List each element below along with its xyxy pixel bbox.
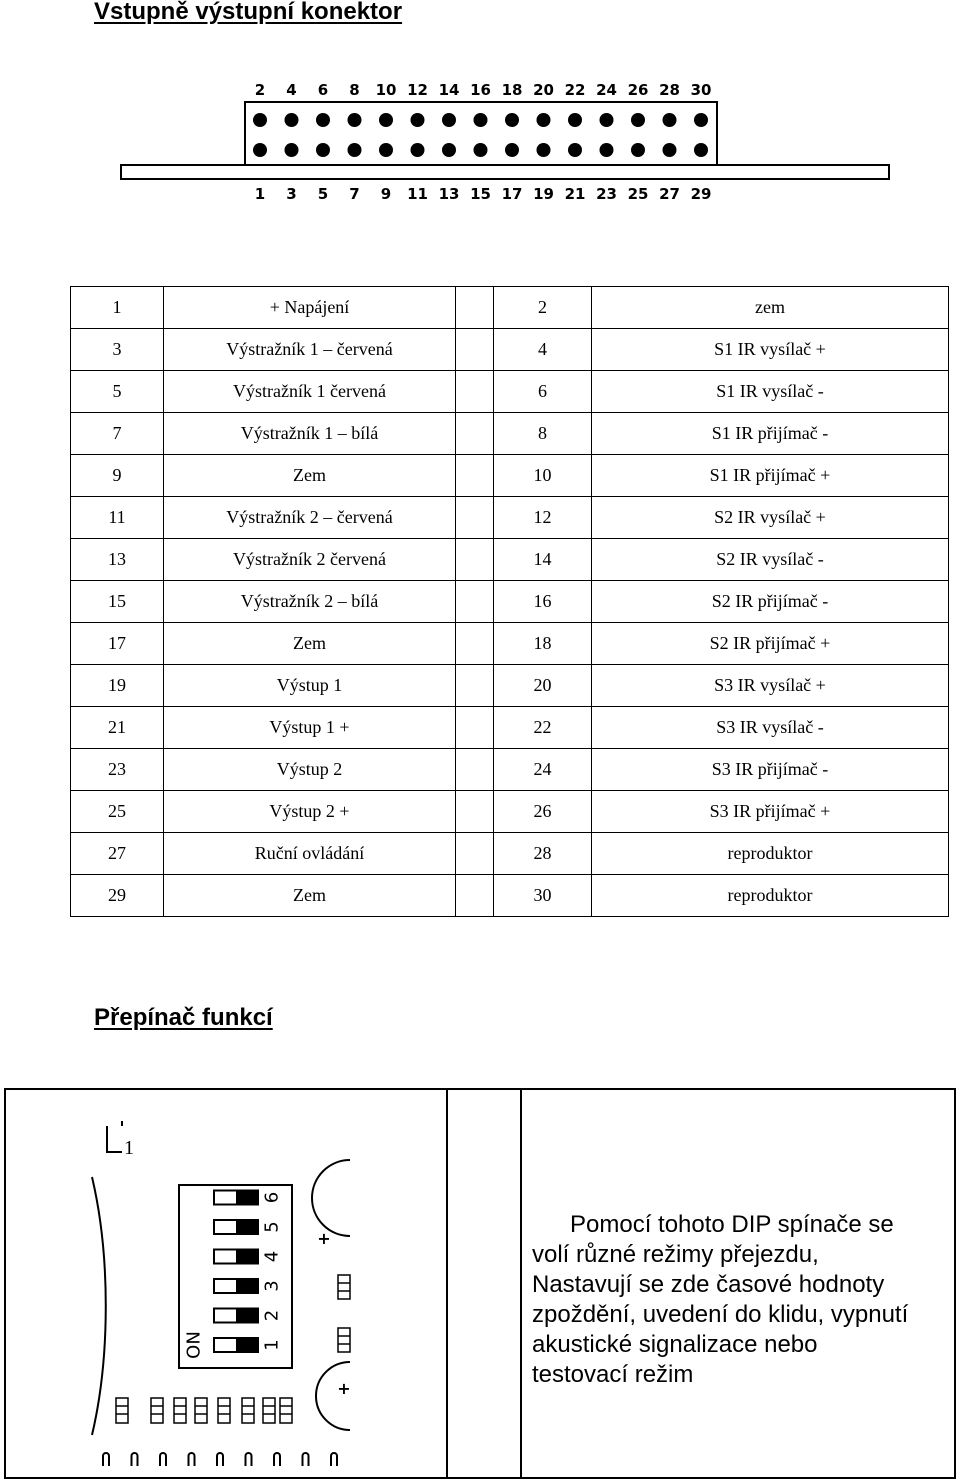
pin-dot bbox=[474, 113, 488, 127]
component-mark bbox=[280, 1398, 292, 1423]
switch-number: 6 bbox=[261, 1191, 283, 1204]
pin-number-cell: 22 bbox=[494, 707, 592, 749]
pin-number-cell: 23 bbox=[71, 749, 164, 791]
pin-label-bottom: 19 bbox=[533, 185, 554, 203]
connector-diagram bbox=[0, 60, 960, 210]
pin-mark bbox=[160, 1453, 166, 1466]
pin-number-cell: 12 bbox=[494, 497, 592, 539]
pin-number-cell: 25 bbox=[71, 791, 164, 833]
component-mark bbox=[116, 1398, 128, 1423]
pin-label-bottom: 1 bbox=[254, 185, 266, 203]
pin-number-cell: 19 bbox=[71, 665, 164, 707]
spacer-cell bbox=[456, 581, 494, 623]
table-row bbox=[71, 371, 949, 413]
table-row bbox=[71, 329, 949, 371]
pin-function-cell: S1 IR přijímač + bbox=[592, 455, 949, 497]
table-row bbox=[71, 287, 949, 329]
pin-number-cell: 20 bbox=[494, 665, 592, 707]
pin-label-bottom: 17 bbox=[501, 185, 523, 203]
pin-dot bbox=[568, 143, 582, 157]
plus-sign: + bbox=[337, 1379, 351, 1398]
pin-table bbox=[70, 286, 949, 917]
description-line: zpoždění, uvedení do klidu, vypnutí bbox=[532, 1301, 909, 1328]
pin-dot bbox=[411, 113, 425, 127]
pin-mark bbox=[246, 1453, 252, 1466]
pin-function-cell: S3 IR přijímač - bbox=[592, 749, 949, 791]
divider bbox=[520, 1090, 522, 1477]
spacer-cell bbox=[456, 497, 494, 539]
pin-dot bbox=[253, 143, 267, 157]
pin-label-top: 20 bbox=[533, 81, 554, 99]
pin-number-cell: 18 bbox=[494, 623, 592, 665]
pin-function-cell: S3 IR vysílač - bbox=[592, 707, 949, 749]
pin-label-top: 8 bbox=[349, 81, 360, 99]
pin-function-cell: Ruční ovládání bbox=[164, 833, 456, 875]
pin-number-cell: 13 bbox=[71, 539, 164, 581]
pin-mark bbox=[274, 1453, 280, 1466]
table-row bbox=[71, 749, 949, 791]
pin-dot bbox=[316, 143, 330, 157]
description-line: volí různé režimy přejezdu, bbox=[532, 1241, 819, 1268]
description-line: akustické signalizace nebo bbox=[532, 1331, 818, 1358]
pin-dot bbox=[348, 113, 362, 127]
pin-number-cell: 28 bbox=[494, 833, 592, 875]
pin-number-cell: 17 bbox=[71, 623, 164, 665]
component-mark bbox=[338, 1275, 350, 1299]
pin-number-cell: 4 bbox=[494, 329, 592, 371]
on-label: ON bbox=[183, 1331, 205, 1359]
pin-label-bottom: 15 bbox=[470, 185, 491, 203]
pin-number-cell: 30 bbox=[494, 875, 592, 917]
switch-toggle bbox=[236, 1191, 258, 1205]
pin-number-cell: 27 bbox=[71, 833, 164, 875]
table-row bbox=[71, 455, 949, 497]
pin-dot bbox=[348, 143, 362, 157]
corner-marker bbox=[107, 1126, 122, 1152]
pin-number-cell: 8 bbox=[494, 413, 592, 455]
switch-toggle bbox=[236, 1250, 258, 1264]
divider bbox=[446, 1090, 448, 1477]
pin-number-cell: 11 bbox=[71, 497, 164, 539]
pin-dot bbox=[285, 143, 299, 157]
pin-dot bbox=[316, 113, 330, 127]
pin-function-cell: S2 IR přijímač - bbox=[592, 581, 949, 623]
pin-label-bottom: 13 bbox=[438, 185, 460, 203]
pin-mark bbox=[331, 1453, 337, 1466]
table-row bbox=[71, 665, 949, 707]
pin-mark bbox=[103, 1453, 109, 1466]
pin-number-cell: 21 bbox=[71, 707, 164, 749]
switch-toggle bbox=[236, 1279, 258, 1293]
pin-label-bottom: 21 bbox=[564, 185, 586, 203]
table-row bbox=[71, 539, 949, 581]
pin-label-top: 22 bbox=[564, 81, 586, 99]
pin-label-top: 12 bbox=[407, 81, 428, 99]
pin-dot bbox=[694, 113, 708, 127]
switch-toggle bbox=[236, 1220, 258, 1234]
component-mark bbox=[263, 1398, 275, 1423]
pin-label-bottom: 29 bbox=[690, 185, 712, 203]
pin-mark bbox=[303, 1453, 309, 1466]
pin-function-cell: Výstražník 2 – bílá bbox=[164, 581, 456, 623]
pin-dot bbox=[442, 113, 456, 127]
pin-function-cell: Výstražník 2 – červená bbox=[164, 497, 456, 539]
pin-label-bottom: 9 bbox=[380, 185, 392, 203]
pin-number-cell: 1 bbox=[71, 287, 164, 329]
pin-function-cell: Výstražník 1 – bílá bbox=[164, 413, 456, 455]
spacer-cell bbox=[456, 539, 494, 581]
description-line: Nastavují se zde časové hodnoty bbox=[532, 1271, 885, 1298]
table-row bbox=[71, 413, 949, 455]
pin-label-top: 28 bbox=[659, 81, 680, 99]
connector-base bbox=[121, 165, 889, 179]
table-row bbox=[71, 497, 949, 539]
pin-dot bbox=[600, 113, 614, 127]
plus-sign: + bbox=[317, 1229, 331, 1248]
spacer-cell bbox=[456, 371, 494, 413]
pin-function-cell: S2 IR přijímač + bbox=[592, 623, 949, 665]
pin-function-cell: Výstup 1 bbox=[164, 665, 456, 707]
component-mark bbox=[338, 1328, 350, 1352]
pin-function-cell: reproduktor bbox=[592, 875, 949, 917]
pin-number-cell: 26 bbox=[494, 791, 592, 833]
pin-label-top: 2 bbox=[254, 81, 266, 99]
description-line: testovací režim bbox=[532, 1361, 694, 1388]
spacer-cell bbox=[456, 707, 494, 749]
pin-number-cell: 3 bbox=[71, 329, 164, 371]
switch-number: 5 bbox=[261, 1221, 283, 1233]
switch-number: 2 bbox=[261, 1309, 283, 1322]
component-mark bbox=[174, 1398, 186, 1423]
pin-number-cell: 7 bbox=[71, 413, 164, 455]
pin-label-bottom: 25 bbox=[627, 185, 649, 203]
spacer-cell bbox=[456, 875, 494, 917]
capacitor-outline bbox=[312, 1160, 350, 1236]
pin-function-cell: S1 IR přijímač - bbox=[592, 413, 949, 455]
section-title-connector: Vstupně výstupní konektor bbox=[94, 0, 403, 25]
pin-dot bbox=[474, 143, 488, 157]
pin-number-cell: 24 bbox=[494, 749, 592, 791]
function-switch-description bbox=[532, 1210, 952, 1390]
pin-function-cell: Výstražník 1 červená bbox=[164, 371, 456, 413]
pin-label-top: 16 bbox=[470, 81, 491, 99]
pin-function-cell: S2 IR vysílač - bbox=[592, 539, 949, 581]
spacer-cell bbox=[456, 749, 494, 791]
pin-mark bbox=[217, 1453, 223, 1466]
table-row bbox=[71, 875, 949, 917]
pin-number-cell: 29 bbox=[71, 875, 164, 917]
spacer-cell bbox=[456, 413, 494, 455]
pin-dot bbox=[379, 143, 393, 157]
pin-dot bbox=[505, 143, 519, 157]
table-row bbox=[71, 623, 949, 665]
pin-function-cell: S3 IR vysílač + bbox=[592, 665, 949, 707]
pin-function-cell: Výstražník 2 červená bbox=[164, 539, 456, 581]
spacer-cell bbox=[456, 665, 494, 707]
pin-dot bbox=[600, 143, 614, 157]
pin-number-cell: 14 bbox=[494, 539, 592, 581]
pin-dot bbox=[285, 113, 299, 127]
pin-function-cell: Výstup 2 + bbox=[164, 791, 456, 833]
component-mark bbox=[242, 1398, 254, 1423]
table-row bbox=[71, 707, 949, 749]
pin-dot bbox=[253, 113, 267, 127]
pin-function-cell: + Napájení bbox=[164, 287, 456, 329]
component-mark bbox=[218, 1398, 230, 1423]
switch-number: 1 bbox=[261, 1339, 283, 1351]
pin-dot bbox=[537, 143, 551, 157]
pin-function-cell: Výstup 1 + bbox=[164, 707, 456, 749]
pin-dot bbox=[505, 113, 519, 127]
function-switch-box bbox=[4, 1088, 956, 1479]
section-title-function-switch: Přepínač funkcí bbox=[94, 1004, 273, 1031]
spacer-cell bbox=[456, 833, 494, 875]
pin-dot bbox=[631, 143, 645, 157]
pin-function-cell: Zem bbox=[164, 455, 456, 497]
pin-dot bbox=[442, 143, 456, 157]
pin-label-top: 14 bbox=[438, 81, 460, 99]
pin-label-top: 18 bbox=[501, 81, 523, 99]
spacer-cell bbox=[456, 455, 494, 497]
pin-function-cell: S3 IR přijímač + bbox=[592, 791, 949, 833]
pin-label-bottom: 3 bbox=[286, 185, 297, 203]
pin-dot bbox=[379, 113, 393, 127]
pin-label-top: 6 bbox=[317, 81, 329, 99]
spacer-cell bbox=[456, 287, 494, 329]
pin-number-cell: 10 bbox=[494, 455, 592, 497]
switch-number: 3 bbox=[261, 1280, 283, 1292]
pin-function-cell: Zem bbox=[164, 623, 456, 665]
pin-dot bbox=[663, 143, 677, 157]
pin-dot bbox=[537, 113, 551, 127]
table-row bbox=[71, 791, 949, 833]
pin-label-bottom: 7 bbox=[349, 185, 360, 203]
pin-function-cell: Výstražník 1 – červená bbox=[164, 329, 456, 371]
dip-switch-drawing bbox=[6, 1090, 446, 1481]
pin-label-bottom: 5 bbox=[317, 185, 329, 203]
component-mark bbox=[195, 1398, 207, 1423]
pin-function-cell: Výstup 2 bbox=[164, 749, 456, 791]
spacer-cell bbox=[456, 329, 494, 371]
switch-number: 4 bbox=[261, 1250, 283, 1263]
pin-dot bbox=[568, 113, 582, 127]
marker-label: 1 bbox=[124, 1137, 134, 1159]
pin-dot bbox=[631, 113, 645, 127]
pin-number-cell: 9 bbox=[71, 455, 164, 497]
description-line: Pomocí tohoto DIP spínače se bbox=[570, 1211, 894, 1238]
pin-function-cell: S1 IR vysílač - bbox=[592, 371, 949, 413]
switch-toggle bbox=[236, 1338, 258, 1352]
pin-mark bbox=[132, 1453, 138, 1466]
housing-arc bbox=[92, 1177, 106, 1435]
spacer-cell bbox=[456, 623, 494, 665]
pin-label-bottom: 27 bbox=[659, 185, 680, 203]
pin-label-top: 4 bbox=[286, 81, 297, 99]
pin-label-bottom: 11 bbox=[407, 185, 428, 203]
pin-function-cell: zem bbox=[592, 287, 949, 329]
table-row bbox=[71, 581, 949, 623]
pin-dot bbox=[694, 143, 708, 157]
pin-dot bbox=[411, 143, 425, 157]
spacer-cell bbox=[456, 791, 494, 833]
pin-number-cell: 5 bbox=[71, 371, 164, 413]
pin-label-top: 24 bbox=[596, 81, 617, 99]
pin-mark bbox=[189, 1453, 195, 1466]
component-mark bbox=[151, 1398, 163, 1423]
pin-function-cell: reproduktor bbox=[592, 833, 949, 875]
table-row bbox=[71, 833, 949, 875]
pin-dot bbox=[663, 113, 677, 127]
switch-toggle bbox=[236, 1309, 258, 1323]
pin-function-cell: S2 IR vysílač + bbox=[592, 497, 949, 539]
pin-function-cell: Zem bbox=[164, 875, 456, 917]
pin-label-bottom: 23 bbox=[596, 185, 617, 203]
pin-number-cell: 16 bbox=[494, 581, 592, 623]
pin-label-top: 26 bbox=[627, 81, 649, 99]
pin-number-cell: 15 bbox=[71, 581, 164, 623]
pin-number-cell: 2 bbox=[494, 287, 592, 329]
pin-label-top: 30 bbox=[690, 81, 712, 99]
pin-function-cell: S1 IR vysílač + bbox=[592, 329, 949, 371]
pin-number-cell: 6 bbox=[494, 371, 592, 413]
pin-label-top: 10 bbox=[375, 81, 397, 99]
